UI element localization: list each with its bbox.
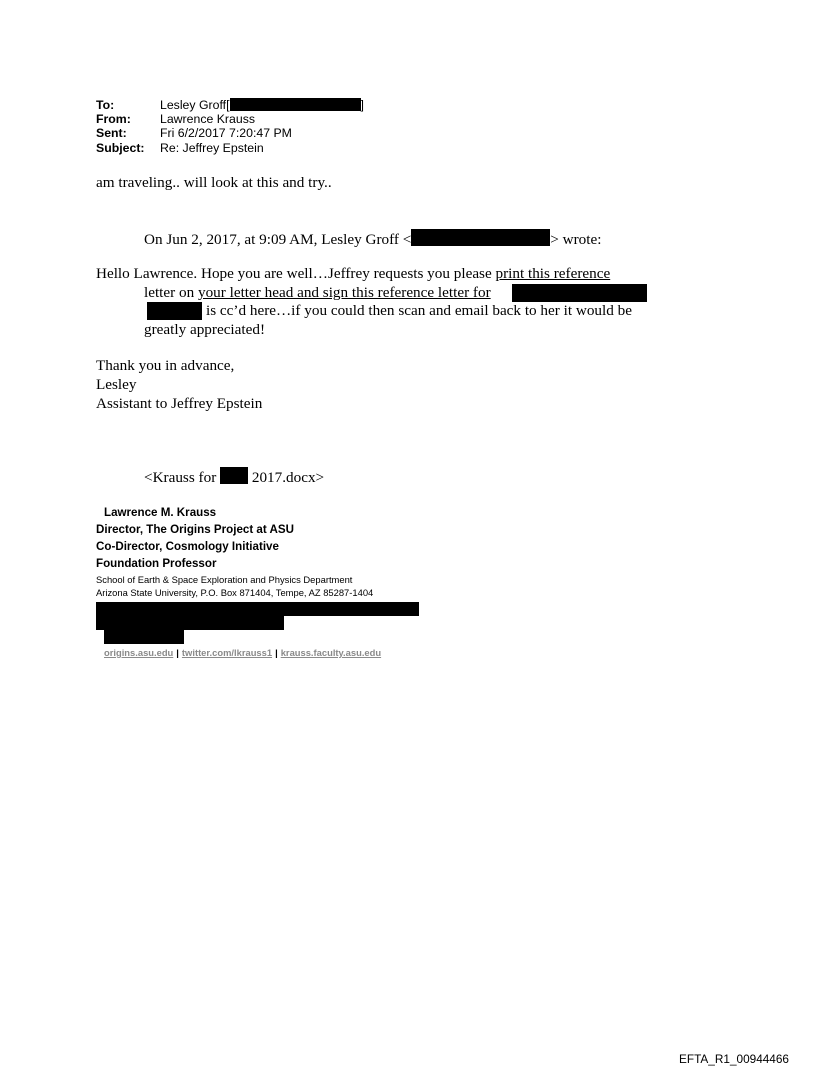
quote-intro-wrote: > wrote: [550,231,602,248]
quoted-line-4: greatly appreciated! [144,321,266,338]
signature-name: Lawrence M. Krauss [104,506,217,519]
sent-row [96,126,364,140]
sent-label: Sent: [96,126,127,141]
redaction-block [147,302,202,320]
from-label: From: [96,112,131,127]
signature-links [104,647,381,659]
quoted-text: letter on [144,284,198,301]
to-row [96,98,364,112]
redaction-block [411,229,550,246]
redaction-block [96,602,419,616]
twitter-link[interactable]: twitter.com/lkrauss1 [181,647,273,658]
quoted-text-underlined: your letter head and sign this reference letter for [197,284,491,301]
signature-department: School of Earth & Space Exploration and Physics Department [96,574,353,585]
quoted-line-3: is cc’d here…if you could then scan and email back to her it would be [206,302,632,319]
redaction-block [96,616,284,630]
email-header [96,98,364,155]
from-row [96,112,364,126]
redaction-block [220,467,248,484]
sent-value: Fri 6/2/2017 7:20:47 PM [160,126,292,141]
quoted-text: Hello Lawrence. Hope you are well…Jeffrey requests you please [96,265,496,282]
redaction-block [512,284,647,302]
to-value [160,98,364,112]
origins-link[interactable]: origins.asu.edu [104,647,174,658]
signature-address: Arizona State University, P.O. Box 871404, Tempe, AZ 85287-1404 [96,587,374,598]
redaction-block [230,98,361,111]
to-label: To: [96,98,115,112]
link-separator: | [275,647,278,658]
quoted-text-underlined: print this reference [495,265,611,282]
link-separator: | [176,647,179,658]
quoted-line-1 [96,265,610,283]
signature-title-3: Foundation Professor [96,557,217,570]
closing-line: Thank you in advance, [96,357,235,374]
from-value: Lawrence Krauss [160,112,256,127]
subject-row [96,141,364,155]
signature-title-2: Co-Director, Cosmology Initiative [96,540,279,553]
signature-title-1: Director, The Origins Project at ASU [96,523,294,536]
to-recipient: Lesley Groff[ [160,98,230,112]
attachment-text: 2017.docx> [248,469,325,486]
document-id: EFTA_R1_00944466 [679,1052,789,1066]
sender-name: Lesley [96,376,137,393]
reply-text: am traveling.. will look at this and try.. [96,174,332,191]
to-bracket: ] [360,98,364,112]
sender-title: Assistant to Jeffrey Epstein [96,395,263,412]
attachment-text: <Krauss for [144,469,221,486]
quote-intro [144,229,601,249]
quote-intro-text: On Jun 2, 2017, at 9:09 AM, Lesley Groff < [144,231,412,248]
subject-label: Subject: [96,140,145,155]
faculty-link[interactable]: krauss.faculty.asu.edu [280,647,382,658]
redaction-block [104,630,184,644]
attachment-reference [144,467,324,487]
subject-value: Re: Jeffrey Epstein [160,140,264,155]
quoted-line-2 [144,284,491,302]
